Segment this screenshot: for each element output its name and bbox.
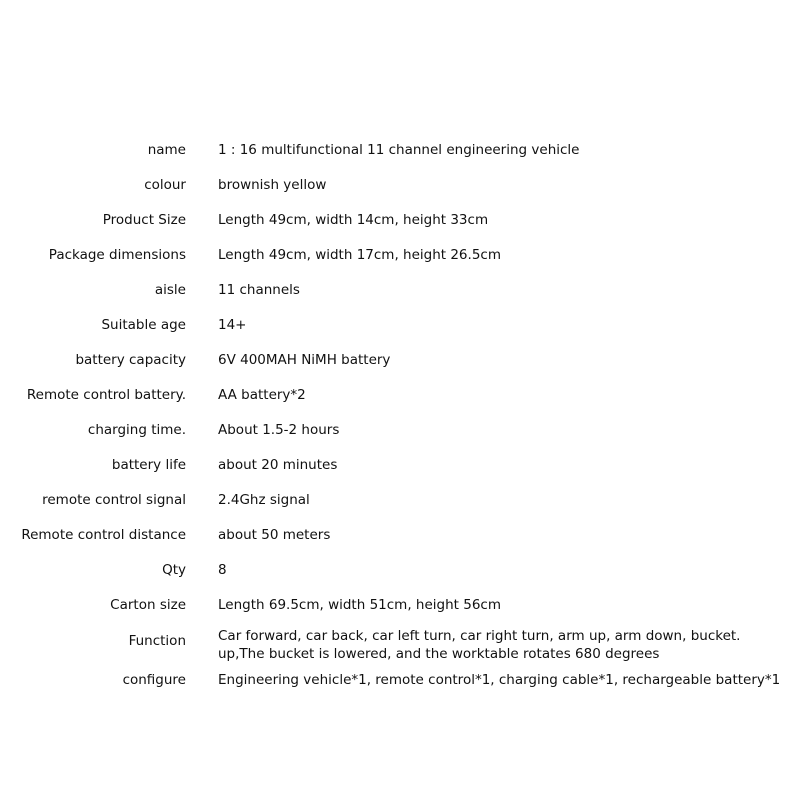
spec-row-configure [0, 668, 800, 703]
spec-value: 8 [218, 562, 227, 578]
spec-label: colour [144, 177, 186, 193]
spec-row-qty [0, 552, 800, 587]
spec-value: about 50 meters [218, 527, 331, 543]
spec-row-function [0, 628, 800, 668]
spec-value: About 1.5-2 hours [218, 422, 340, 438]
spec-value: about 20 minutes [218, 457, 338, 473]
spec-row-remote-control-signal [0, 482, 800, 517]
spec-row-battery-life [0, 447, 800, 482]
spec-value: 11 channels [218, 282, 300, 298]
spec-label: Function [128, 633, 186, 649]
spec-label: name [147, 142, 186, 158]
spec-value: Length 49cm, width 14cm, height 33cm [218, 212, 489, 228]
spec-label: remote control signal [42, 492, 186, 508]
spec-table [0, 132, 800, 703]
spec-label: Product Size [102, 212, 186, 228]
spec-label: Qty [162, 562, 186, 578]
spec-row-colour [0, 167, 800, 202]
spec-row-remote-control-battery [0, 377, 800, 412]
spec-label: Package dimensions [48, 247, 186, 263]
spec-label: Suitable age [101, 317, 186, 333]
spec-label: battery capacity [75, 352, 186, 368]
spec-label: Carton size [110, 597, 186, 613]
spec-row-name [0, 132, 800, 167]
spec-value: AA battery*2 [218, 387, 306, 403]
spec-label: aisle [154, 282, 186, 298]
spec-row-remote-control-distance [0, 517, 800, 552]
spec-label: configure [122, 672, 186, 688]
spec-row-aisle [0, 272, 800, 307]
spec-label: Remote control battery. [26, 387, 186, 403]
spec-value: Engineering vehicle*1, remote control*1, charging cable*1, rechargeable battery*1 [218, 672, 781, 688]
spec-label: charging time. [87, 422, 186, 438]
spec-value: 6V 400MAH NiMH battery [218, 352, 391, 368]
spec-row-battery-capacity [0, 342, 800, 377]
spec-row-suitable-age [0, 307, 800, 342]
spec-row-charging-time [0, 412, 800, 447]
spec-value: 14+ [218, 317, 247, 333]
spec-value: 2.4Ghz signal [218, 492, 310, 508]
spec-row-product-size [0, 202, 800, 237]
spec-label: Remote control distance [21, 527, 186, 543]
spec-value: Length 49cm, width 17cm, height 26.5cm [218, 247, 501, 263]
spec-row-carton-size [0, 587, 800, 622]
spec-row-package-dimensions [0, 237, 800, 272]
spec-value: Car forward, car back, car left turn, car right turn, arm up, arm down, bucket. up,The bucket is lowered, and the worktable rotates 680 degrees [218, 628, 741, 662]
spec-label: battery life [111, 457, 186, 473]
spec-value: Length 69.5cm, width 51cm, height 56cm [218, 597, 501, 613]
spec-value: 1 : 16 multifunctional 11 channel engineering vehicle [218, 142, 580, 158]
spec-value: brownish yellow [218, 177, 327, 193]
